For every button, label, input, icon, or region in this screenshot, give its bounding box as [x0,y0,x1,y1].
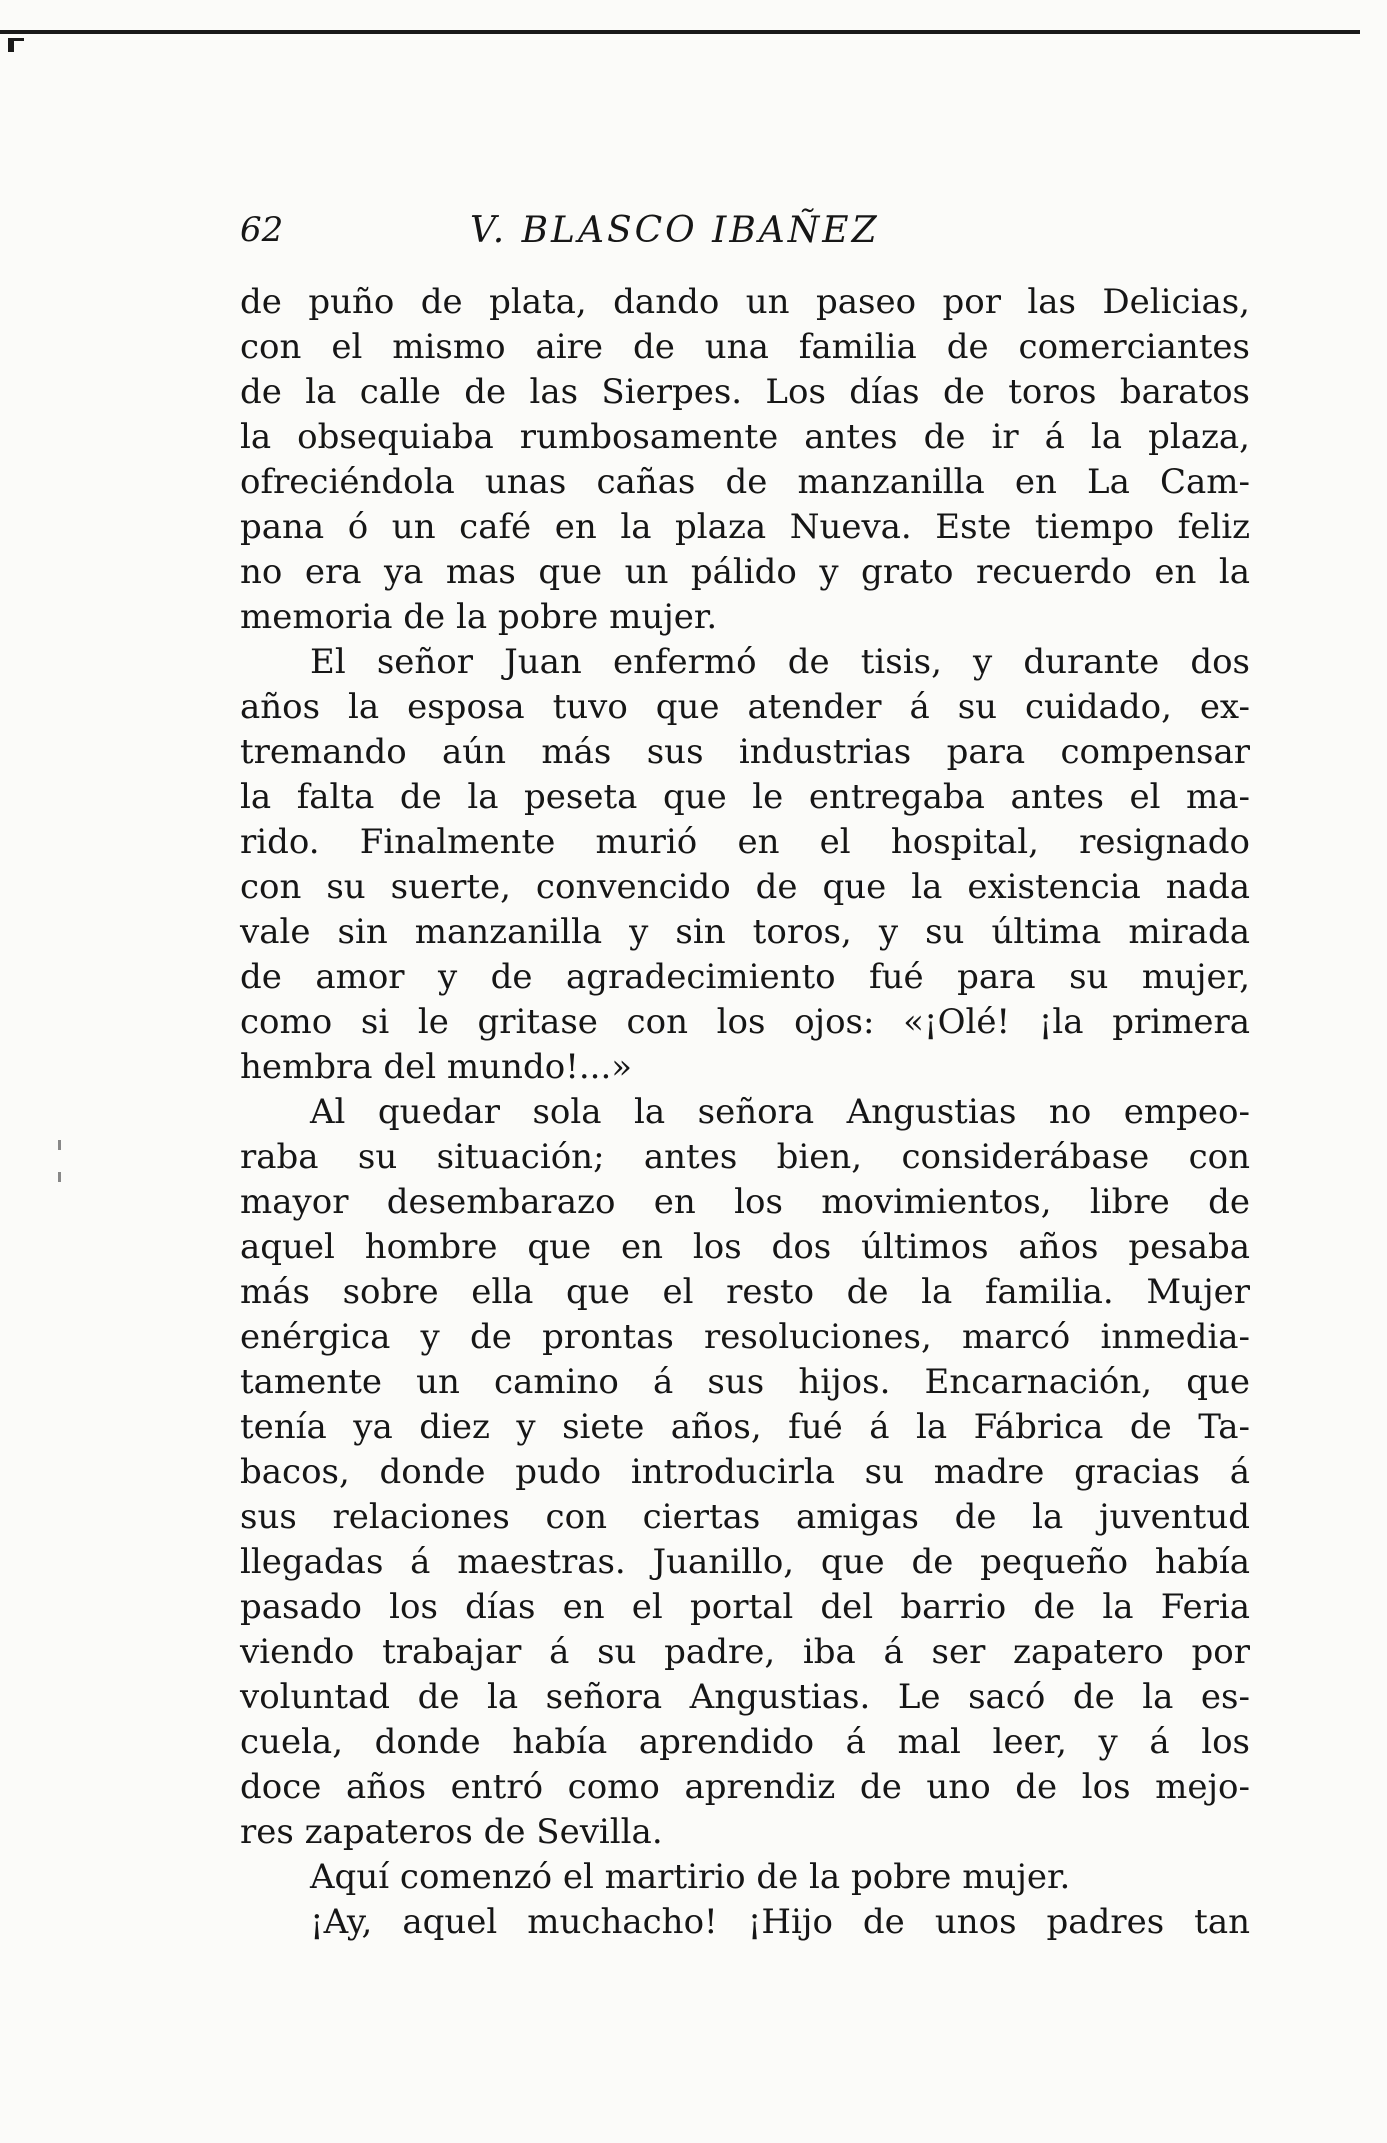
margin-mark [58,1140,61,1150]
text-line: como si le gritase con los ojos: «¡Olé! ¡la primera [240,1002,1250,1042]
text-line: aquel hombre que en los dos últimos años pesaba [240,1227,1250,1267]
text-line: de la calle de las Sierpes. Los días de toros baratos [240,372,1250,412]
text-line: de puño de plata, dando un paseo por las Delicias, [240,282,1250,322]
corner-mark [8,38,24,52]
text-line: años la esposa tuvo que atender á su cuidado, ex- [240,687,1250,727]
text-line: mayor desembarazo en los movimientos, libre de [240,1182,1250,1222]
text-line: de amor y de agradecimiento fué para su mujer, [240,957,1250,997]
text-line: tamente un camino á sus hijos. Encarnación, que [240,1362,1250,1402]
text-line: doce años entró como aprendiz de uno de los mejo- [240,1767,1250,1807]
text-line: más sobre ella que el resto de la familia. Mujer [240,1272,1250,1312]
text-line: tremando aún más sus industrias para compensar [240,732,1250,772]
text-line: viendo trabajar á su padre, iba á ser zapatero por [240,1632,1250,1672]
text-line: ofreciéndola unas cañas de manzanilla en La Cam- [240,462,1250,502]
page-header [240,200,1000,260]
text-line: sus relaciones con ciertas amigas de la juventud [240,1497,1250,1537]
margin-mark [58,1172,61,1182]
text-line: la obsequiaba rumbosamente antes de ir á la plaza, [240,417,1250,457]
text-line: ¡Ay, aquel muchacho! ¡Hijo de unos padres tan [310,1902,1250,1942]
text-line: raba su situación; antes bien, considerábase con [240,1137,1250,1177]
page-number: 62 [240,210,284,250]
text-line: Aquí comenzó el martirio de la pobre mujer. [310,1857,1071,1897]
text-line: tenía ya diez y siete años, fué á la Fábrica de Ta- [240,1407,1250,1447]
body-text [240,280,1250,1945]
text-line: enérgica y de prontas resoluciones, marcó inmedia- [240,1317,1250,1357]
top-rule [0,30,1360,34]
text-line: pana ó un café en la plaza Nueva. Este tiempo feliz [240,507,1250,547]
text-line: voluntad de la señora Angustias. Le sacó de la es- [240,1677,1250,1717]
text-line: res zapateros de Sevilla. [240,1812,663,1852]
text-line: vale sin manzanilla y sin toros, y su última mirada [240,912,1250,952]
text-line: Al quedar sola la señora Angustias no empeo- [310,1092,1250,1132]
text-line: bacos, donde pudo introducirla su madre gracias á [240,1452,1250,1492]
running-head: V. BLASCO IBAÑEZ [470,210,880,251]
text-line: hembra del mundo!...» [240,1047,633,1087]
text-line: rido. Finalmente murió en el hospital, resignado [240,822,1250,862]
text-line: la falta de la peseta que le entregaba antes el ma- [240,777,1250,817]
text-line: con el mismo aire de una familia de comerciantes [240,327,1250,367]
text-line: no era ya mas que un pálido y grato recuerdo en la [240,552,1250,592]
text-line: El señor Juan enfermó de tisis, y durante dos [310,642,1250,682]
text-line: con su suerte, convencido de que la existencia nada [240,867,1250,907]
text-line: pasado los días en el portal del barrio de la Feria [240,1587,1250,1627]
text-line: cuela, donde había aprendido á mal leer, y á los [240,1722,1250,1762]
text-line: memoria de la pobre mujer. [240,597,718,637]
text-line: llegadas á maestras. Juanillo, que de pequeño había [240,1542,1250,1582]
